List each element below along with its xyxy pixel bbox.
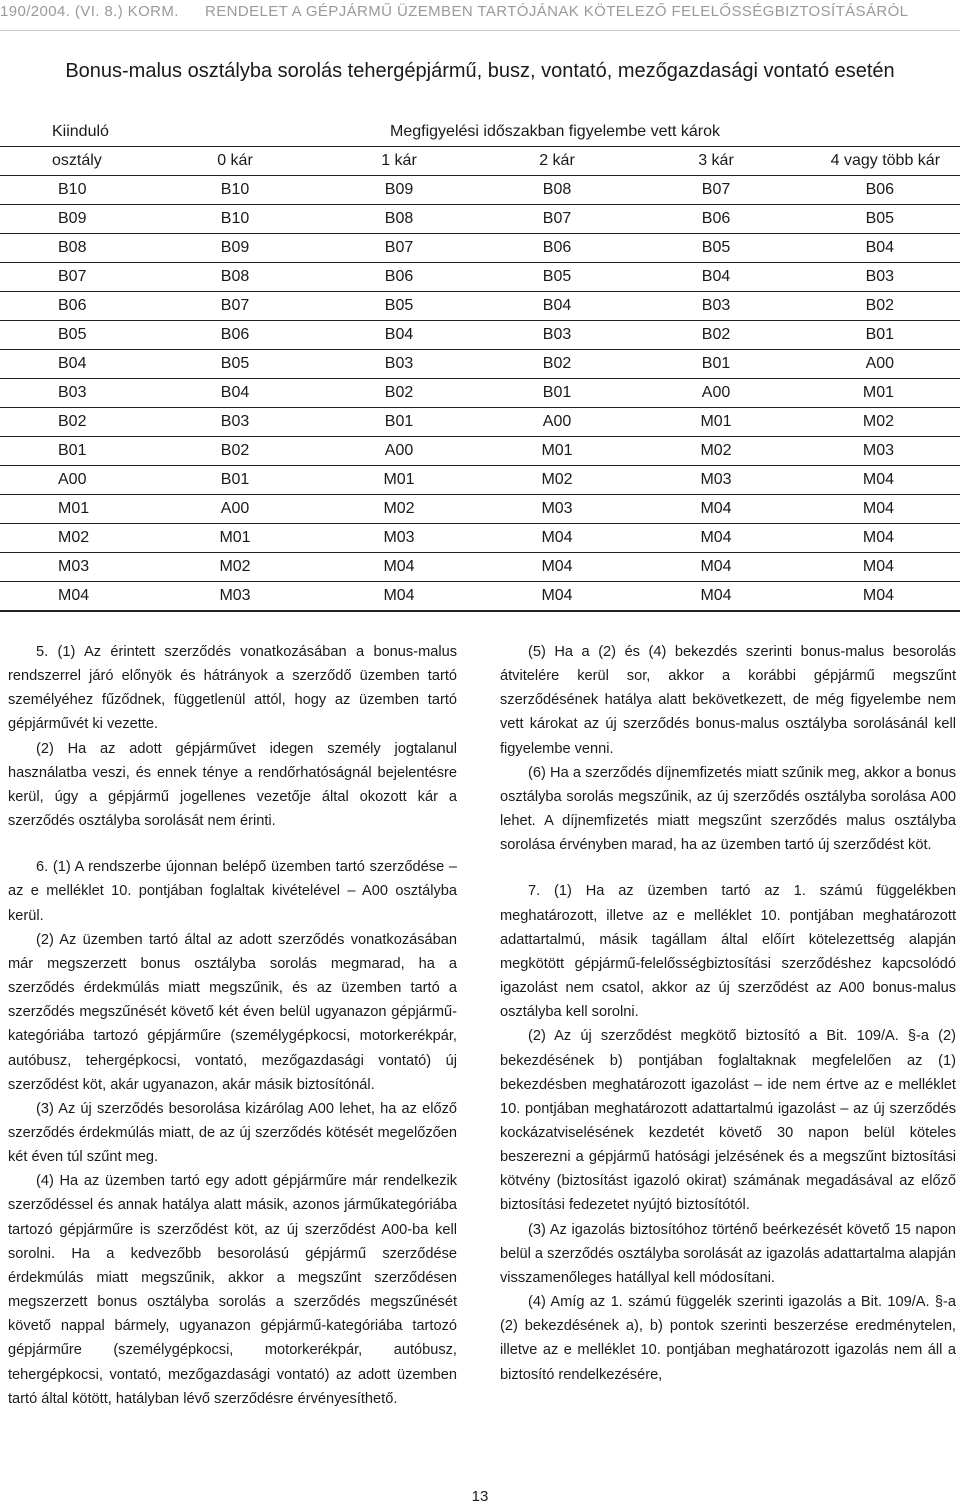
table-cell: B06 — [478, 234, 636, 263]
left-text-column — [8, 640, 457, 1411]
table-cell: M04 — [478, 524, 636, 553]
bonus-malus-table — [0, 118, 960, 612]
table-cell: B01 — [796, 321, 960, 350]
table-cell: B06 — [796, 176, 960, 205]
table-cell: M04 — [320, 553, 478, 582]
table-cell: B04 — [478, 292, 636, 321]
table-cell: B05 — [320, 292, 478, 321]
header-rule — [0, 30, 960, 31]
table-cell: M01 — [0, 495, 150, 524]
table-cell: B02 — [478, 350, 636, 379]
table-cell: M03 — [0, 553, 150, 582]
table-cell: M03 — [636, 466, 796, 495]
table-cell: M01 — [796, 379, 960, 408]
table-cell: B04 — [150, 379, 320, 408]
table-cell: M02 — [0, 524, 150, 553]
table-title: Bonus-malus osztályba sorolás tehergépjármű, busz, vontató, mezőgazdasági vontató esetén — [65, 60, 895, 82]
table-cell: M02 — [150, 553, 320, 582]
table-cell: M03 — [150, 582, 320, 612]
table-cell: B08 — [0, 234, 150, 263]
table-cell: B01 — [636, 350, 796, 379]
table-cell: M04 — [796, 466, 960, 495]
table-cell: B09 — [150, 234, 320, 263]
table-cell: B08 — [478, 176, 636, 205]
table-cell: M01 — [320, 466, 478, 495]
running-header — [0, 0, 960, 36]
table-cell: M02 — [320, 495, 478, 524]
table-cell: B06 — [320, 263, 478, 292]
table-row — [0, 263, 960, 292]
table-cell: B07 — [320, 234, 478, 263]
header-start-class-line2: osztály — [0, 147, 150, 176]
table-cell: B10 — [150, 176, 320, 205]
paragraph: (2) Ha az adott gépjárművet idegen személy jogtalanul használatba veszi, és ennek ténye a rendőrhatóságnál bejelentésre kerül, úgy a gépjármű jogellenes vezetője által okozott kár a szerződés osztályba sorolását nem érinti. — [8, 740, 457, 830]
table-row — [0, 466, 960, 495]
paragraph: (3) Az új szerződés besorolása kizárólag A00 lehet, ha az előző szerződés érdekmúlás miatt, de az új szerződés kötését megelőzően két éven túl szűnt meg. — [8, 1100, 457, 1166]
table-cell: B04 — [320, 321, 478, 350]
table-cell: M04 — [636, 524, 796, 553]
table-cell: M04 — [636, 582, 796, 612]
table-header-row-1 — [0, 118, 960, 147]
table-cell: M04 — [478, 553, 636, 582]
table-cell: B02 — [320, 379, 478, 408]
paragraph-gap — [500, 857, 956, 879]
table-cell: B01 — [320, 408, 478, 437]
table-cell: B06 — [150, 321, 320, 350]
table-row — [0, 495, 960, 524]
table-cell: A00 — [636, 379, 796, 408]
table-cell: B07 — [150, 292, 320, 321]
table-cell: A00 — [796, 350, 960, 379]
table-cell: B10 — [150, 205, 320, 234]
table-row — [0, 437, 960, 466]
table-cell: B04 — [796, 234, 960, 263]
paragraph: 6. (1) A rendszerbe újonnan belépő üzemben tartó szerződése – az e melléklet 10. pontjában foglaltak kivételével – A00 osztályba kerül. — [8, 859, 457, 924]
table-cell: B01 — [478, 379, 636, 408]
header-observed-claims: Megfigyelési időszakban figyelembe vett károk — [390, 123, 720, 140]
header-claims-3: 3 kár — [636, 147, 796, 176]
table-row — [0, 408, 960, 437]
table-cell: B05 — [636, 234, 796, 263]
table-cell: M01 — [636, 408, 796, 437]
table-cell: B05 — [150, 350, 320, 379]
table-row — [0, 321, 960, 350]
header-claims-4plus: 4 vagy több kár — [796, 147, 960, 176]
paragraph: 5. (1) Az érintett szerződés vonatkozásában a bonus-malus rendszerrel járó előnyök és hátrányok a szerződő üzemben tartó személyéhez fűződnek, függetlenül attól, hogy az üzemben tartó gépjárművét ki vezette. — [8, 644, 457, 733]
table-cell: M04 — [0, 582, 150, 612]
table-cell: M02 — [796, 408, 960, 437]
table-cell: B05 — [796, 205, 960, 234]
header-claims-1: 1 kár — [320, 147, 478, 176]
table-cell: B06 — [0, 292, 150, 321]
table-cell: B01 — [150, 466, 320, 495]
table-cell: M04 — [796, 495, 960, 524]
table-cell: A00 — [320, 437, 478, 466]
table-cell: B03 — [636, 292, 796, 321]
paragraph: (4) Ha az üzemben tartó egy adott gépjárműre már rendelkezik szerződéssel és annak hatálya alatt másik, azonos járműkategóriába tartozó gépjárműre is szerződést köt, az új szerződést A00-ba kell sorolni. Ha a kedvezőbb besorolású gépjármű szerződése érdekmúlás miatt megszűnik, akkor a megszűnt szerződésen megszerzett bonus osztályba sorolás a szerződés megszűnését követő nappal bármely, ugyanazon gépjármű-kategóriába tartozó gépjárműre (személygépkocsi, motorkerékpár, autóbusz, tehergépkocsi, vontató, mezőgazdasági vontató) az adott üzemben tartó által kötött, hatályban lévő szerződésre érvényesíthető. — [8, 1173, 457, 1407]
table-cell: B08 — [150, 263, 320, 292]
table-cell: B06 — [636, 205, 796, 234]
table-cell: B09 — [0, 205, 150, 234]
table-cell: M02 — [478, 466, 636, 495]
table-header-row-2 — [0, 147, 960, 176]
table-row — [0, 379, 960, 408]
table-cell: B07 — [0, 263, 150, 292]
table-cell: B02 — [150, 437, 320, 466]
paragraph: (2) Az üzemben tartó által az adott szerződés vonatkozásában már megszerzett bonus osztályba sorolás megmarad, ha a szerződés érdekmúlás miatt megszűnik, és az üzemben tartó a szerződés megszűnését követő két éven belül ugyanazon gépjármű-kategóriába tartozó gépjárműre (személygépkocsi, motorkerékpár, autóbusz, tehergépkocsi, vontató, mezőgazdasági vontató) új szerződést köt, akár ugyanazon, akár másik biztosítónál. — [8, 931, 457, 1093]
table-cell: M02 — [636, 437, 796, 466]
table-cell: B04 — [0, 350, 150, 379]
table-cell: A00 — [0, 466, 150, 495]
table-cell: M04 — [636, 495, 796, 524]
table-cell: M04 — [320, 582, 478, 612]
table-cell: M04 — [796, 582, 960, 612]
paragraph: (6) Ha a szerződés díjnemfizetés miatt szűnik meg, akkor a bonus osztályba sorolás megszűnik, az új szerződés osztályba sorolása A00 lehet. A díjnemfizetés miatt megszűnt szerződés malus osztályba sorolása érvényben marad, ha az üzemben tartó új szerződést köt. — [500, 764, 956, 854]
right-text-column — [500, 640, 956, 1387]
table-cell: B03 — [478, 321, 636, 350]
table-row — [0, 176, 960, 205]
table-row — [0, 350, 960, 379]
table-row — [0, 292, 960, 321]
table-cell: B10 — [0, 176, 150, 205]
table-row — [0, 553, 960, 582]
table-cell: B08 — [320, 205, 478, 234]
table-cell: B07 — [636, 176, 796, 205]
header-reference: 190/2004. (VI. 8.) KORM. — [0, 3, 179, 20]
table-cell: A00 — [478, 408, 636, 437]
table-cell: B09 — [320, 176, 478, 205]
header-start-class-line1: Kiinduló — [52, 123, 109, 140]
table-cell: B04 — [636, 263, 796, 292]
paragraph-gap — [8, 833, 457, 855]
table-cell: B07 — [478, 205, 636, 234]
table-cell: M04 — [636, 553, 796, 582]
table-cell: B03 — [320, 350, 478, 379]
paragraph: (3) Az igazolás biztosítóhoz történő beérkezését követő 15 napon belül a szerződés osztályba sorolását az igazolás adattartalma alapján visszamenőleges hatállyal kell módosítani. — [500, 1221, 956, 1286]
table-cell: B02 — [796, 292, 960, 321]
table-cell: M03 — [478, 495, 636, 524]
page-number: 13 — [471, 1488, 489, 1505]
table-cell: B05 — [478, 263, 636, 292]
table-cell: B05 — [0, 321, 150, 350]
table-row — [0, 234, 960, 263]
paragraph: (2) Az új szerződést megkötő biztosító a Bit. 109/A. §-a (2) bekezdésének b) pontjában foglaltaknak megfelelően az (1) bekezdésben meghatározott igazolást – ide nem értve az e melléklet 10. pontjában meghatározott adattartalmú igazolást – az új szerződés kockázatviselésének kezdetét követő 30 napon belül köteles beszerezni a gépjármű hatósági jelzésének és a megszűnt biztosítási kötvény (biztosítást igazoló okirat) számának megadásával az előző biztosítási fedezetet nyújtó biztosítótól. — [500, 1028, 956, 1214]
header-claims-0: 0 kár — [150, 147, 320, 176]
header-claims-2: 2 kár — [478, 147, 636, 176]
table-cell: M01 — [150, 524, 320, 553]
table-cell: M04 — [796, 524, 960, 553]
paragraph: (5) Ha a (2) és (4) bekezdés szerinti bonus-malus besorolás átvitelére kerül sor, akkor a korábbi gépjármű megszűnt szerződésének hatálya alatt bekövetkezett, de még figyelembe nem vett károkat az új szerződés bonus-malus osztályba sorolásánál kell figyelembe venni. — [500, 644, 956, 757]
table-row — [0, 582, 960, 612]
table-cell: B03 — [0, 379, 150, 408]
table-cell: B02 — [636, 321, 796, 350]
paragraph: (4) Amíg az 1. számú függelék szerinti igazolás a Bit. 109/A. §-a (2) bekezdésének a), b) pontok szerinti beszerzése eredménytelen, illetve az e melléklet 10. pontjában meghatározott igazolás nem áll a biztosító rendelkezésére, — [500, 1294, 956, 1383]
table-cell: B03 — [796, 263, 960, 292]
table-cell: B01 — [0, 437, 150, 466]
table-cell: M01 — [478, 437, 636, 466]
table-cell: M04 — [478, 582, 636, 612]
paragraph: 7. (1) Ha az üzemben tartó az 1. számú függelékben meghatározott, illetve az e melléklet 10. pontjában meghatározott adattartalmú, másik tagállam által előírt kötelezettség alapján megkötött gépjármű-felelősségbiztosítási szerződéshez kapcsolódó igazolást nem csatol, akkor az új szerződést az A00 bonus-malus osztályba kell sorolni. — [500, 883, 956, 1021]
table-row — [0, 205, 960, 234]
header-title: RENDELET A GÉPJÁRMŰ ÜZEMBEN TARTÓJÁNAK KÖTELEZŐ FELELŐSSÉGBIZTOSÍTÁSÁRÓL — [205, 3, 909, 20]
table-cell: M03 — [796, 437, 960, 466]
table-cell: M03 — [320, 524, 478, 553]
table-cell: B02 — [0, 408, 150, 437]
table-cell: A00 — [150, 495, 320, 524]
table-row — [0, 524, 960, 553]
table-cell: B03 — [150, 408, 320, 437]
table-cell: M04 — [796, 553, 960, 582]
